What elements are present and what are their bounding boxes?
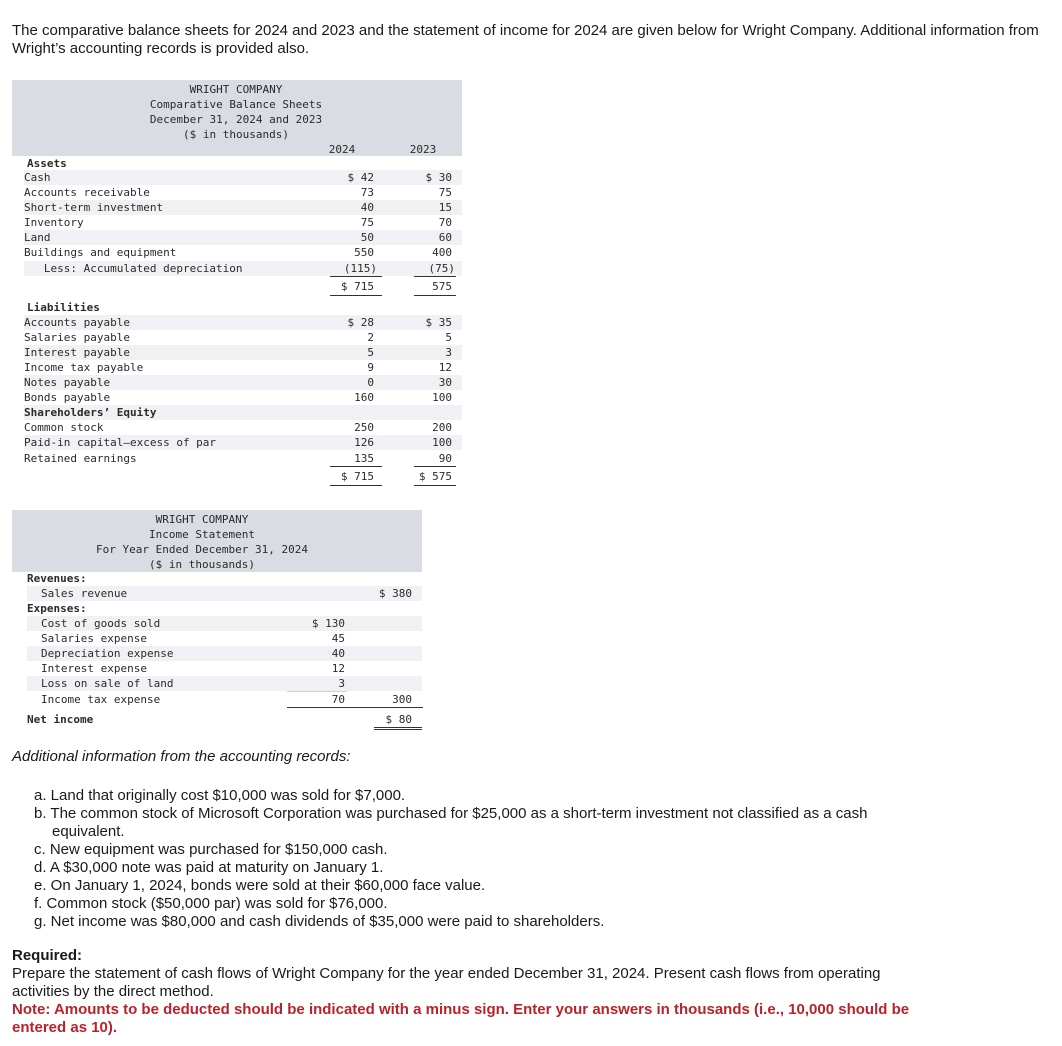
liability-2024: 0 <box>367 376 374 389</box>
expense-label: Income tax expense <box>41 693 161 706</box>
asset-2023: (75) <box>428 262 455 275</box>
expense-row <box>27 631 147 646</box>
bs-title-company: WRIGHT COMPANY <box>189 83 283 96</box>
liability-2023: 12 <box>438 361 452 374</box>
liability-2023: 3 <box>445 346 452 359</box>
equity-2023: 100 <box>432 436 452 449</box>
total-rule <box>330 295 382 296</box>
asset-2023: $ 30 <box>425 171 452 184</box>
asset-2024: 40 <box>360 201 374 214</box>
le-total-2024: $ 715 <box>340 470 374 483</box>
subtotal-rule <box>287 707 423 708</box>
liability-label: Salaries payable <box>24 331 130 344</box>
expense-row <box>27 616 422 631</box>
required-note: Note: Amounts to be deducted should be indicated with a minus sign. Enter your answers in thousands (i.e., 10,000 should be entered as 10). <box>12 1001 910 1036</box>
subtotal-rule <box>330 276 382 277</box>
bs-col-2024: 2024 <box>328 143 356 156</box>
liability-2024: $ 28 <box>347 316 374 329</box>
expense-label: Salaries expense <box>41 632 147 645</box>
expenses-heading: Expenses: <box>27 602 87 615</box>
expense-label: Depreciation expense <box>41 647 174 660</box>
equity-row <box>24 420 103 435</box>
asset-label: Accounts receivable <box>24 186 150 199</box>
expense-label: Interest expense <box>41 662 147 675</box>
expense-row <box>27 661 147 676</box>
equity-row <box>24 451 137 466</box>
liability-2024: 2 <box>367 331 374 344</box>
equity-label: Common stock <box>24 421 104 434</box>
asset-2023: 15 <box>438 201 452 214</box>
asset-label: Cash <box>24 171 51 184</box>
asset-label: Less: Accumulated depreciation <box>24 262 243 275</box>
liability-2023: $ 35 <box>425 316 452 329</box>
bs-title-name: Comparative Balance Sheets <box>149 98 323 111</box>
asset-2024: 73 <box>360 186 374 199</box>
asset-label: Buildings and equipment <box>24 246 177 259</box>
income-statement-header <box>12 510 422 572</box>
asset-label: Land <box>24 231 51 244</box>
asset-2023: 400 <box>432 246 452 259</box>
assets-total-2023: 575 <box>432 280 452 293</box>
additional-item: e. On January 1, 2024, bonds were sold at their $60,000 face value. <box>34 877 486 894</box>
additional-info-list <box>34 787 934 931</box>
required-heading: Required: <box>12 947 83 964</box>
additional-item: f. Common stock ($50,000 par) was sold for $76,000. <box>34 895 388 912</box>
liability-2024: 9 <box>367 361 374 374</box>
liability-2023: 100 <box>432 391 452 404</box>
asset-2024: (115) <box>343 262 377 275</box>
liability-2024: 160 <box>354 391 374 404</box>
subtotal-rule <box>414 276 456 277</box>
expense-value: $ 130 <box>311 617 345 630</box>
additional-item: b. The common stock of Microsoft Corporation was purchased for $25,000 as a short-term investment not classified as a cash equivalent. <box>34 805 868 840</box>
asset-label: Inventory <box>24 216 84 229</box>
expense-row <box>27 676 422 691</box>
equity-label: Paid-in capital—excess of par <box>24 436 217 449</box>
expense-row <box>27 692 160 707</box>
liability-2023: 30 <box>438 376 452 389</box>
liability-row <box>24 330 130 345</box>
liability-label: Income tax payable <box>24 361 144 374</box>
expense-value: 3 <box>338 677 345 690</box>
bs-col-2023: 2023 <box>409 143 437 156</box>
intro-text: The comparative balance sheets for 2024 and 2023 and the statement of income for 2024 are given below for Wright Company. Additional information from Wright’s accounting records is provided also. <box>12 22 1039 57</box>
expense-value: 12 <box>331 662 345 675</box>
expense-label: Loss on sale of land <box>41 677 174 690</box>
is-title-name: Income Statement <box>149 528 255 541</box>
liability-label: Notes payable <box>24 376 111 389</box>
liability-label: Bonds payable <box>24 391 111 404</box>
expense-value: 70 <box>331 693 345 706</box>
additional-item: a. Land that originally cost $10,000 was sold for $7,000. <box>34 787 406 804</box>
equity-label: Retained earnings <box>24 452 137 465</box>
equity-2024: 135 <box>354 452 374 465</box>
total-rule <box>374 729 422 730</box>
subtotal-rule <box>414 466 456 467</box>
revenues-heading: Revenues: <box>27 572 87 585</box>
subtotal-rule <box>330 466 382 467</box>
net-income-label: Net income <box>27 713 94 726</box>
assets-heading: Assets <box>27 157 67 170</box>
expense-value: 45 <box>331 632 345 645</box>
required-body: Prepare the statement of cash flows of Wright Company for the year ended December 31, 2024. Present cash flows from operating activities by the direct method. <box>12 965 881 1000</box>
is-title-period: For Year Ended December 31, 2024 <box>96 543 308 556</box>
income-statement-table <box>12 510 432 730</box>
liability-label: Interest payable <box>24 346 130 359</box>
additional-info-title: Additional information from the accounting records: <box>12 748 351 765</box>
asset-2024: 550 <box>354 246 374 259</box>
additional-item: c. New equipment was purchased for $150,000 cash. <box>34 841 388 858</box>
equity-heading: Shareholders’ Equity <box>24 405 462 420</box>
expense-label: Cost of goods sold <box>41 617 161 630</box>
additional-item: g. Net income was $80,000 and cash dividends of $35,000 were paid to shareholders. <box>34 913 605 930</box>
expense-value: 40 <box>331 647 345 660</box>
asset-2023: 60 <box>438 231 452 244</box>
net-income-value: $ 80 <box>385 713 412 726</box>
balance-sheet-table <box>12 80 472 500</box>
sales-label: Sales revenue <box>41 587 128 600</box>
total-rule <box>414 295 456 296</box>
equity-2023: 90 <box>438 452 452 465</box>
total-rule <box>414 485 456 486</box>
asset-row <box>24 245 176 260</box>
expense-row <box>27 646 422 661</box>
liability-label: Accounts payable <box>24 316 130 329</box>
total-rule <box>330 485 382 486</box>
liability-2024: 5 <box>367 346 374 359</box>
asset-2024: 50 <box>360 231 374 244</box>
total-expenses: 300 <box>392 693 412 706</box>
liability-row <box>24 360 143 375</box>
equity-2024: 126 <box>354 436 374 449</box>
asset-2023: 70 <box>438 216 452 229</box>
equity-2024: 250 <box>354 421 374 434</box>
is-title-company: WRIGHT COMPANY <box>155 513 249 526</box>
liabilities-heading: Liabilities <box>27 301 100 314</box>
le-total-2023: $ 575 <box>418 470 452 483</box>
bs-title-units: ($ in thousands) <box>183 128 289 141</box>
sales-value: $ 380 <box>378 587 412 600</box>
asset-row <box>24 215 84 230</box>
bs-title-date: December 31, 2024 and 2023 <box>149 113 323 126</box>
liability-2023: 5 <box>445 331 452 344</box>
total-rule <box>374 727 422 728</box>
equity-2023: 200 <box>432 421 452 434</box>
additional-item: d. A $30,000 note was paid at maturity on January 1. <box>34 859 384 876</box>
liability-row <box>24 390 110 405</box>
asset-label: Short-term investment <box>24 201 164 214</box>
asset-2024: $ 42 <box>347 171 374 184</box>
assets-total-2024: $ 715 <box>340 280 374 293</box>
is-title-units: ($ in thousands) <box>149 558 255 571</box>
asset-row <box>24 185 150 200</box>
asset-2024: 75 <box>360 216 374 229</box>
asset-2023: 75 <box>438 186 452 199</box>
